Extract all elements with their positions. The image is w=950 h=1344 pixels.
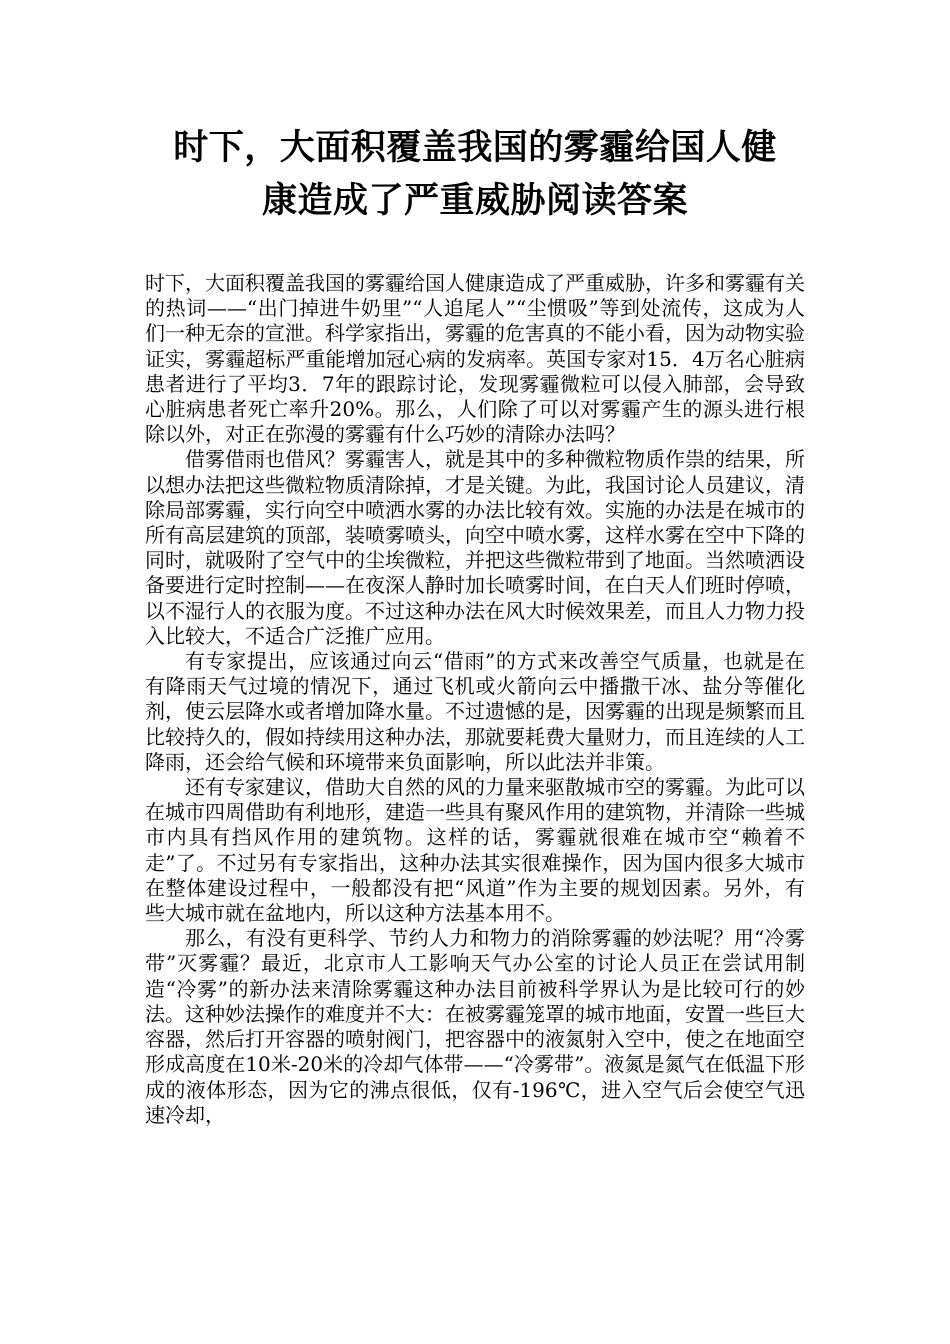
paragraph-4: 还有专家建议，借助大自然的风的力量来驱散城市空的雾霾。为此可以在城市四周借助有利地形，建造一些具有聚风作用的建筑物，并清除一些城市内具有挡风作用的建筑物。这样的话，雾霾就很难在城市空“赖着不走”了。不过另有专家指出，这种办法其实很难操作，因为国内很多大城市在整体建设过程中，一般都没有把“风道”作为主要的规划因素。另外，有些大城市就在盆地内，所以这种方法基本用不。 [145, 775, 805, 926]
title-line-1: 时下，大面积覆盖我国的雾霾给国人健 [173, 128, 777, 168]
paragraph-3: 有专家提出，应该通过向云“借雨”的方式来改善空气质量，也就是在有降雨天气过境的情况下，通过飞机或火箭向云中播撒干冰、盐分等催化剂，使云层降水或者增加降水量。不过遗憾的是，因雾霾的出现是频繁而且比较持久的，假如持续用这种办法，那就要耗费大量财力，而且连续的人工降雨，还会给气候和环境带来负面影响，所以此法并非策。 [145, 649, 805, 774]
title-line-2: 康造成了严重威胁阅读答案 [261, 181, 688, 221]
paragraph-2: 借雾借雨也借风？雾霾害人，就是其中的多种微粒物质作祟的结果，所以想办法把这些微粒物质清除掉，才是关键。为此，我国讨论人员建议，清除局部雾霾，实行向空中喷洒水雾的办法比较有效。实施的办法是在城市的所有高层建筑的顶部，装喷雾喷头，向空中喷水雾，这样水雾在空中下降的同时，就吸附了空气中的尘埃微粒，并把这些微粒带到了地面。当然喷洒设备要进行定时控制——在夜深人静时加长喷雾时间，在白天人们班时停喷，以不湿行人的衣服为度。不过这种办法在风大时候效果差，而且人力物力投入比较大，不适合广泛推广应用。 [145, 447, 805, 648]
article-body [145, 271, 805, 1128]
paragraph-5: 那么，有没有更科学、节约人力和物力的消除雾霾的妙法呢？用“冷雾带”灭雾霾？最近，北京市人工影响天气办公室的讨论人员正在尝试用制造“冷雾”的新办法来清除雾霾这种办法目前被科学界认为是比较可行的妙法。这种妙法操作的难度并不大：在被雾霾笼罩的城市地面，安置一些巨大容器，然后打开容器的喷射阀门，把容器中的液氮射入空中，使之在地面空形成高度在10米-20米的冷却气体带——“冷雾带”。液氮是氮气在低温下形成的液体形态，因为它的沸点很低，仅有-196℃，进入空气后会使空气迅速冷却， [145, 926, 805, 1127]
paragraph-1: 时下，大面积覆盖我国的雾霾给国人健康造成了严重威胁，许多和雾霾有关的热词——“出门掉进牛奶里”“人追尾人”“尘惯吸”等到处流传，这成为人们一种无奈的宣泄。科学家指出，雾霾的危害真的不能小看，因为动物实验证实，雾霾超标严重能增加冠心病的发病率。英国专家对15．4万名心脏病患者进行了平均3．7年的跟踪讨论，发现雾霾微粒可以侵入肺部，会导致心脏病患者死亡率升20%。那么，人们除了可以对雾霾产生的源头进行根除以外，对正在弥漫的雾霾有什么巧妙的清除办法吗？ [145, 271, 805, 447]
document-title [120, 122, 830, 228]
